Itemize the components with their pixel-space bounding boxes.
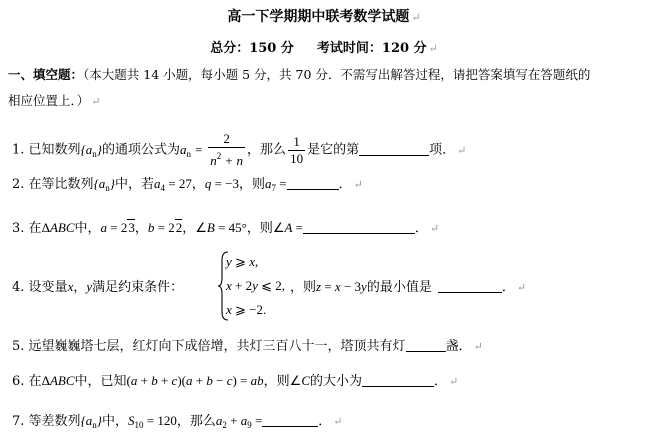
question-number: 6. xyxy=(12,374,25,389)
answer-blank[interactable] xyxy=(262,413,318,427)
paragraph-mark-icon: ↵ xyxy=(411,11,421,24)
question-text: 是它的第 xyxy=(307,142,360,158)
constraint-1: y ⩾ x, xyxy=(226,254,259,269)
question-text: ， xyxy=(191,177,205,192)
question-text: 的大小为 xyxy=(309,374,362,389)
question-text: 满足约束条件： xyxy=(92,280,184,295)
answer-blank[interactable] xyxy=(303,220,415,234)
answer-blank[interactable] xyxy=(362,373,434,387)
question-text: 中，已知 xyxy=(74,374,127,389)
math-triangle-abc: ΔABC xyxy=(41,373,75,388)
section-instructions-2: 相应位置上．） xyxy=(8,93,90,108)
question-6 xyxy=(12,372,458,391)
question-text: 中， xyxy=(101,414,128,429)
paragraph-mark-icon: ↵ xyxy=(516,281,527,294)
math-a4: $a_4 = 27$ xyxy=(153,176,192,193)
math-fraction-general-term: $\frac{2}{n^2 + n}$ xyxy=(210,131,244,168)
math-objective-z: z = x − 3y xyxy=(316,279,367,294)
question-text: 设变量 xyxy=(28,280,68,295)
question-text: ，则 xyxy=(263,374,290,389)
answer-blank[interactable] xyxy=(287,176,339,190)
question-text: 中， xyxy=(74,221,101,236)
question-text: 项． xyxy=(429,142,456,158)
question-text: 等差数列 xyxy=(28,414,81,429)
question-text: ，那么 xyxy=(176,414,216,429)
math-sequence-an: $\{a_n\}$ xyxy=(80,413,102,430)
question-number: 4. xyxy=(12,280,25,295)
answer-blank[interactable] xyxy=(438,279,502,293)
section-header xyxy=(8,66,590,84)
math-a7: $a_7$ = xyxy=(265,176,287,193)
paragraph-mark-icon: ↵ xyxy=(473,340,483,353)
answer-blank[interactable] xyxy=(406,338,446,352)
paragraph-mark-icon: ↵ xyxy=(91,95,101,108)
math-vars-xy: x，y xyxy=(67,279,93,294)
exam-meta xyxy=(0,40,648,58)
question-text: 远望巍巍塔七层，红灯向下成倍增，共灯三百八十一，塔顶共有灯 xyxy=(28,339,406,354)
math-angle-b: ∠B = 45° xyxy=(195,220,247,235)
exam-title xyxy=(0,8,648,27)
paragraph-mark-icon: ↵ xyxy=(428,42,438,55)
question-text: 在 xyxy=(28,374,42,389)
question-number: 3. xyxy=(12,221,25,236)
math-triangle-abc: ΔABC xyxy=(41,220,75,235)
question-text: 的最小值是 xyxy=(366,280,432,295)
question-text: ． xyxy=(414,221,428,236)
paragraph-mark-icon: ↵ xyxy=(457,143,467,157)
question-text: ． xyxy=(338,177,352,192)
question-text: ，则 xyxy=(239,177,266,192)
math-angle-a: ∠A = xyxy=(272,220,303,235)
math-side-a: a = 23 xyxy=(100,220,135,235)
question-text: ， xyxy=(182,221,196,236)
math-sequence-an: $\{a_n\}$ xyxy=(93,176,115,193)
math-fraction-one-tenth: $\frac{1}{10}$ xyxy=(290,133,304,166)
paragraph-mark-icon: ↵ xyxy=(333,415,343,428)
question-text: ，那么 xyxy=(247,142,287,158)
math-s10: $S_{10} = 120$ xyxy=(127,413,177,430)
math-side-b: b = 22 xyxy=(147,220,183,235)
answer-blank[interactable] xyxy=(359,142,429,156)
question-5 xyxy=(12,338,483,356)
question-text: ． xyxy=(434,374,448,389)
constraint-3: x ⩾ −2. xyxy=(226,302,267,317)
question-text: 的通项公式为 xyxy=(101,142,180,158)
question-text: ，则 xyxy=(290,280,317,295)
paragraph-mark-icon: ↵ xyxy=(353,178,363,191)
question-7 xyxy=(12,412,343,434)
math-sequence-an: $\{a_n\}$ xyxy=(80,141,102,159)
constraint-2: x + 2y ⩽ 2, xyxy=(226,278,286,293)
math-angle-c: ∠C xyxy=(289,373,310,388)
question-4-tail xyxy=(290,278,526,297)
question-text: 在 xyxy=(28,221,42,236)
question-text: 已知数列 xyxy=(28,142,81,158)
question-number: 1. xyxy=(12,142,25,158)
question-4 xyxy=(12,278,183,297)
math-q: q = −3 xyxy=(204,176,240,191)
question-text: ． xyxy=(501,280,515,295)
question-number: 7. xyxy=(12,414,25,429)
question-text: ， xyxy=(134,221,148,236)
question-text: 中，若 xyxy=(114,177,154,192)
math-a2-plus-a9: $a_2 + a_9$ = xyxy=(215,413,263,430)
total-score: 总分：150 分 xyxy=(210,41,294,56)
question-number: 5. xyxy=(12,339,25,354)
question-3 xyxy=(12,219,439,238)
constraint-system xyxy=(226,250,285,322)
section-heading: 一、填空题： xyxy=(8,67,84,82)
question-text: 在等比数列 xyxy=(28,177,94,192)
paragraph-mark-icon: ↵ xyxy=(449,375,459,388)
question-1 xyxy=(12,131,466,169)
math-an: $a_n$ = xyxy=(179,141,207,159)
question-text: ． xyxy=(318,414,332,429)
math-equation: (a + b + c)(a + b − c) = ab xyxy=(126,373,264,388)
question-text: 盏． xyxy=(445,339,472,354)
exam-title-text: 高一下学期期中联考数学试题 xyxy=(227,9,410,25)
question-text: ，则 xyxy=(246,221,273,236)
exam-time: 考试时间：120 分 xyxy=(316,41,427,56)
paragraph-mark-icon: ↵ xyxy=(429,222,440,235)
section-instructions-1: （本大题共 14 小题，每小题 5 分，共 70 分．不需写出解答过程，请把答案填写在答题纸的 xyxy=(83,67,591,82)
question-2 xyxy=(12,175,363,197)
section-instructions-2-line xyxy=(8,92,100,111)
question-number: 2. xyxy=(12,177,25,192)
